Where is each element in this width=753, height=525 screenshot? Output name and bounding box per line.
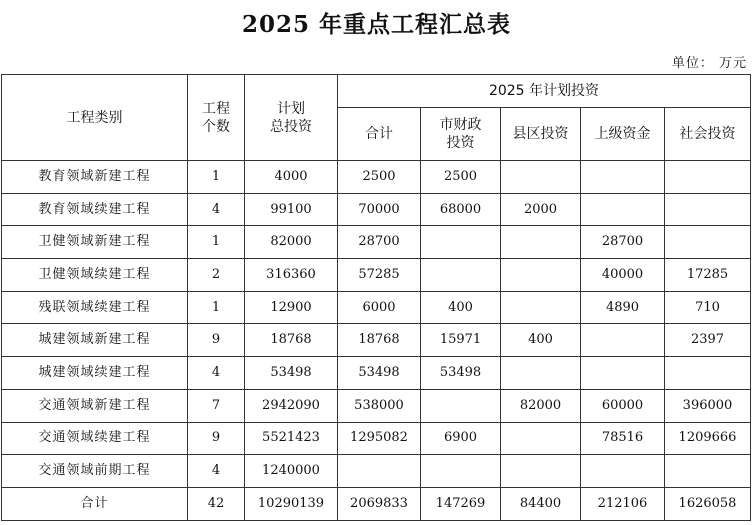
cell-sum: 1295082 — [338, 422, 421, 455]
cell-social: 1626058 — [665, 487, 751, 520]
cell-total: 1240000 — [245, 455, 338, 488]
header-count — [188, 75, 245, 161]
cell-sum: 28700 — [338, 226, 421, 259]
cell-county: 2000 — [501, 193, 581, 226]
cell-category: 城建领域新建工程 — [2, 324, 188, 357]
cell-sum: 57285 — [338, 259, 421, 292]
cell-superior — [581, 455, 665, 488]
cell-count: 9 — [188, 324, 245, 357]
cell-count: 2 — [188, 259, 245, 292]
cell-social — [665, 226, 751, 259]
table-row — [2, 455, 751, 488]
cell-county — [501, 357, 581, 390]
cell-category: 卫健领域新建工程 — [2, 226, 188, 259]
table-row — [2, 226, 751, 259]
cell-superior — [581, 324, 665, 357]
cell-count: 1 — [188, 161, 245, 194]
cell-county: 84400 — [501, 487, 581, 520]
header-plan-group: 2025 年计划投资 — [338, 75, 751, 108]
table-body — [2, 161, 751, 521]
cell-social: 396000 — [665, 389, 751, 422]
header-social: 社会投资 — [665, 108, 751, 161]
cell-superior: 60000 — [581, 389, 665, 422]
cell-city: 15971 — [421, 324, 501, 357]
header-city — [421, 108, 501, 161]
cell-count: 4 — [188, 455, 245, 488]
table-row — [2, 324, 751, 357]
cell-superior: 4890 — [581, 291, 665, 324]
cell-city — [421, 389, 501, 422]
header-city-label: 市财政 投资 — [439, 117, 482, 151]
cell-county — [501, 291, 581, 324]
table-row — [2, 487, 751, 520]
cell-total: 82000 — [245, 226, 338, 259]
cell-category: 合计 — [2, 487, 188, 520]
cell-county: 82000 — [501, 389, 581, 422]
table-row — [2, 161, 751, 194]
cell-category: 教育领域续建工程 — [2, 193, 188, 226]
cell-sum: 18768 — [338, 324, 421, 357]
cell-count: 9 — [188, 422, 245, 455]
header-category: 工程类别 — [2, 75, 188, 161]
header-superior: 上级资金 — [581, 108, 665, 161]
cell-sum: 2069833 — [338, 487, 421, 520]
cell-city — [421, 259, 501, 292]
cell-total: 99100 — [245, 193, 338, 226]
cell-social: 710 — [665, 291, 751, 324]
cell-category: 交通领域续建工程 — [2, 422, 188, 455]
table-row — [2, 389, 751, 422]
header-county: 县区投资 — [501, 108, 581, 161]
cell-category: 教育领域新建工程 — [2, 161, 188, 194]
cell-count: 4 — [188, 193, 245, 226]
cell-sum: 538000 — [338, 389, 421, 422]
cell-category: 卫健领域续建工程 — [2, 259, 188, 292]
cell-county: 400 — [501, 324, 581, 357]
cell-category: 残联领域续建工程 — [2, 291, 188, 324]
cell-total: 4000 — [245, 161, 338, 194]
cell-category: 交通领域新建工程 — [2, 389, 188, 422]
header-sum: 合计 — [338, 108, 421, 161]
cell-superior — [581, 193, 665, 226]
cell-social — [665, 455, 751, 488]
cell-social — [665, 161, 751, 194]
cell-superior: 212106 — [581, 487, 665, 520]
cell-city: 6900 — [421, 422, 501, 455]
cell-social — [665, 193, 751, 226]
cell-count: 1 — [188, 226, 245, 259]
cell-county — [501, 226, 581, 259]
cell-city — [421, 226, 501, 259]
cell-social: 2397 — [665, 324, 751, 357]
cell-count: 42 — [188, 487, 245, 520]
cell-sum: 70000 — [338, 193, 421, 226]
cell-count: 7 — [188, 389, 245, 422]
table-row — [2, 259, 751, 292]
cell-total: 18768 — [245, 324, 338, 357]
cell-superior — [581, 357, 665, 390]
cell-total: 5521423 — [245, 422, 338, 455]
table-row — [2, 422, 751, 455]
summary-table — [1, 74, 751, 521]
cell-superior: 40000 — [581, 259, 665, 292]
cell-county — [501, 455, 581, 488]
cell-total: 2942090 — [245, 389, 338, 422]
cell-superior: 28700 — [581, 226, 665, 259]
cell-count: 4 — [188, 357, 245, 390]
cell-social — [665, 357, 751, 390]
cell-city: 147269 — [421, 487, 501, 520]
cell-city: 400 — [421, 291, 501, 324]
cell-category: 城建领域续建工程 — [2, 357, 188, 390]
header-total-label: 计划 总投资 — [270, 100, 312, 135]
cell-city — [421, 455, 501, 488]
cell-total: 53498 — [245, 357, 338, 390]
cell-county — [501, 259, 581, 292]
cell-social: 17285 — [665, 259, 751, 292]
cell-sum — [338, 455, 421, 488]
cell-sum: 53498 — [338, 357, 421, 390]
cell-city: 2500 — [421, 161, 501, 194]
table-row — [2, 357, 751, 390]
header-count-label: 工程 个数 — [202, 100, 230, 135]
header-total — [245, 75, 338, 161]
cell-county — [501, 422, 581, 455]
cell-county — [501, 161, 581, 194]
table-row — [2, 291, 751, 324]
unit-label: 单位： 万元 — [671, 56, 747, 71]
cell-total: 12900 — [245, 291, 338, 324]
cell-city: 68000 — [421, 193, 501, 226]
cell-superior: 78516 — [581, 422, 665, 455]
cell-superior — [581, 161, 665, 194]
cell-sum: 6000 — [338, 291, 421, 324]
cell-category: 交通领域前期工程 — [2, 455, 188, 488]
table-row — [2, 193, 751, 226]
cell-total: 316360 — [245, 259, 338, 292]
cell-total: 10290139 — [245, 487, 338, 520]
cell-city: 53498 — [421, 357, 501, 390]
page-title: 2025 年重点工程汇总表 — [241, 11, 512, 38]
cell-sum: 2500 — [338, 161, 421, 194]
cell-social: 1209666 — [665, 422, 751, 455]
cell-count: 1 — [188, 291, 245, 324]
